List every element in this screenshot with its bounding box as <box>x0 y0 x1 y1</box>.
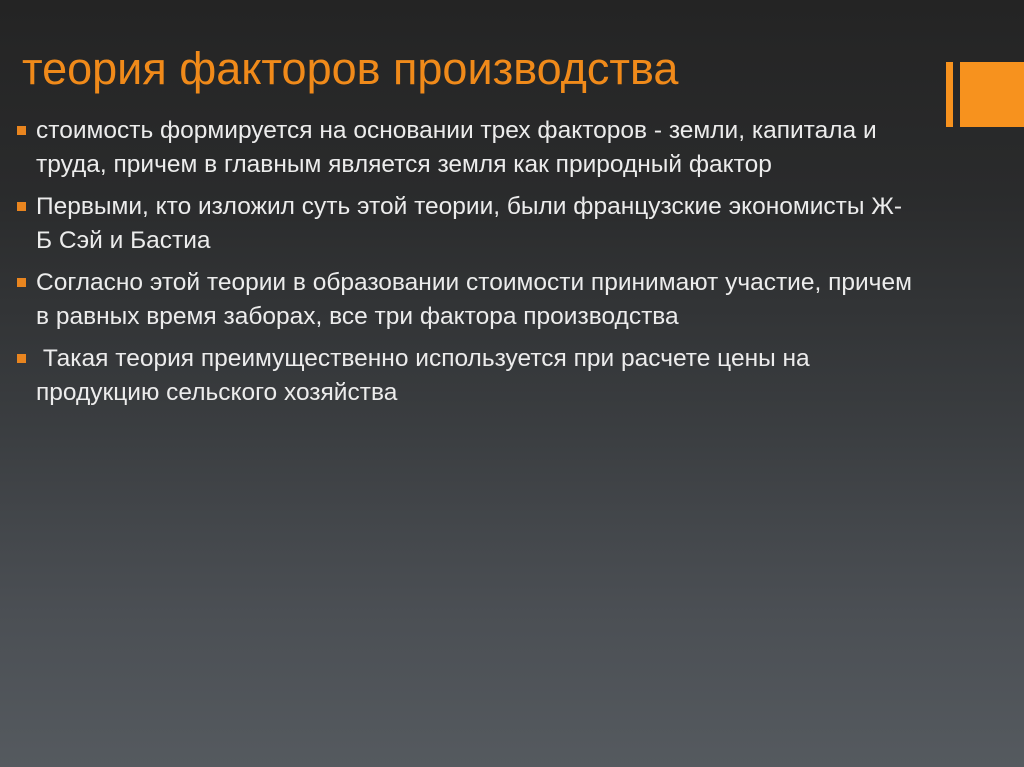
bullet-text: Первыми, кто изложил суть этой теории, были французские экономисты Ж-Б Сэй и Бастиа <box>36 193 903 254</box>
accent-bar-thick <box>960 62 1024 127</box>
bullet-marker-icon <box>17 126 26 135</box>
accent-bar-thin <box>946 62 953 127</box>
bullet-item <box>14 114 914 182</box>
bullet-text: стоимость формируется на основании трех факторов - земли, капитала и труда, причем в главным является земля как природный фактор <box>36 117 877 178</box>
bullet-item <box>14 266 914 334</box>
bullet-item <box>14 342 914 410</box>
bullet-text: Такая теория преимущественно используется при расчете цены на продукцию сельского хозяйства <box>36 345 817 406</box>
bullet-text: Согласно этой теории в образовании стоимости принимают участие, причем в равных время заборах, все три фактора производства <box>36 269 912 330</box>
bullet-marker-icon <box>17 202 26 211</box>
bullet-list <box>14 114 914 418</box>
bullet-marker-icon <box>17 354 26 363</box>
bullet-marker-icon <box>17 278 26 287</box>
bullet-item <box>14 190 914 258</box>
slide-title: теория факторов производства <box>22 43 679 94</box>
